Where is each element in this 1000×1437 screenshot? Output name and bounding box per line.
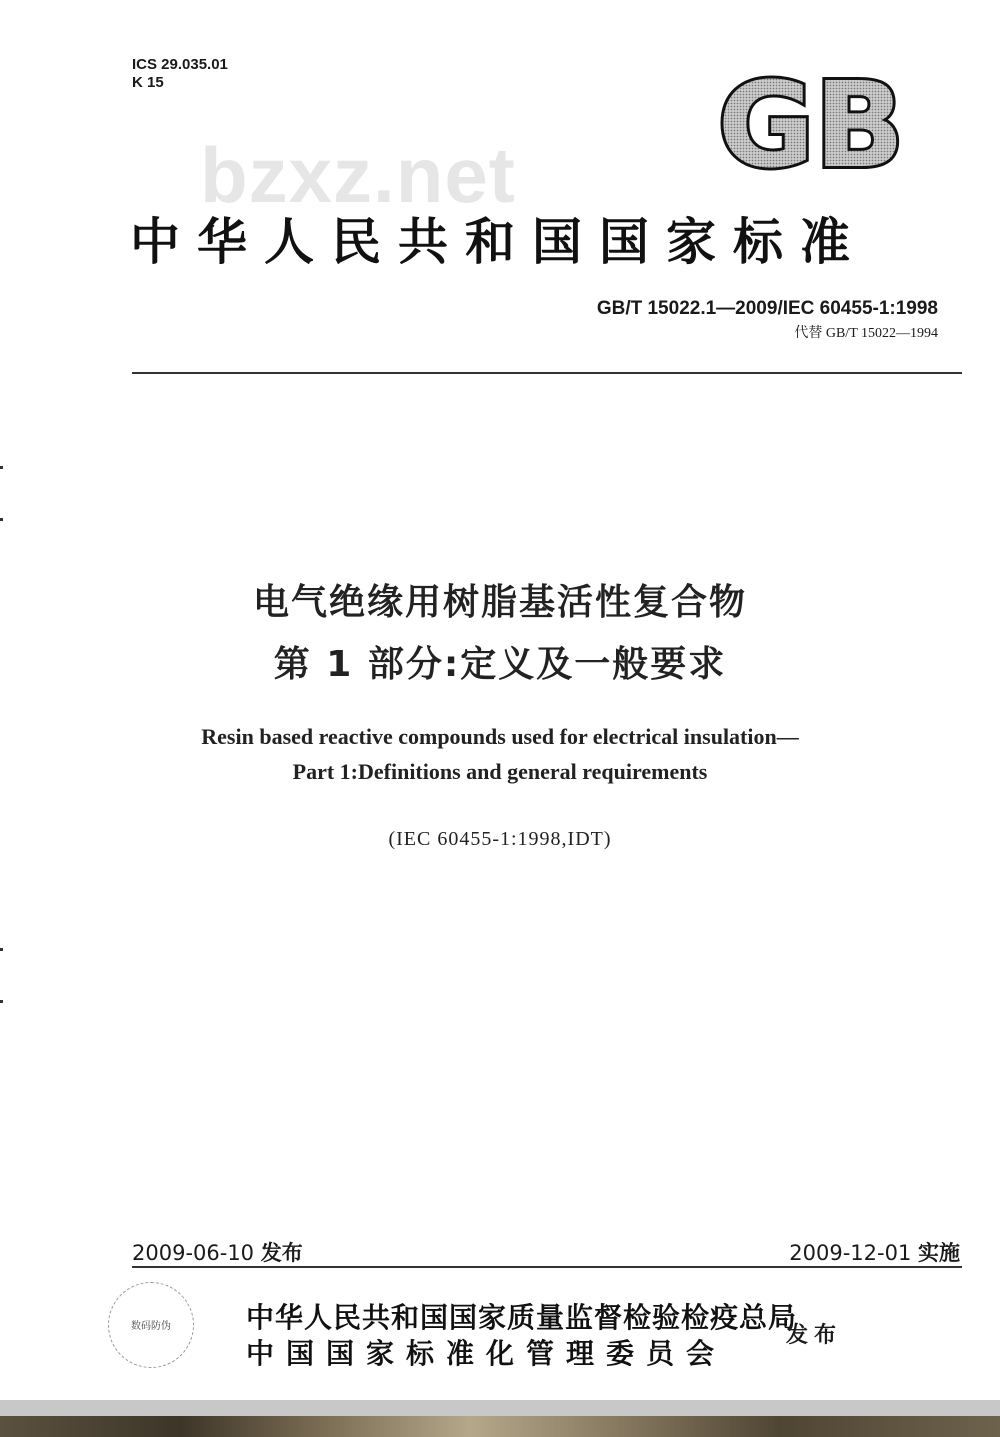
anti-counterfeit-seal [108,1282,194,1368]
background-photo-strip [0,1416,1000,1437]
standard-number: GB/T 15022.1—2009/IEC 60455-1:1998 [596,298,938,319]
implementation-date-value: 2009-12-01 [789,1241,912,1265]
replaces-standard: 代替 GB/T 15022—1994 [794,326,938,341]
english-title-line2: Part 1:Definitions and general requirements [292,759,708,784]
equivalence-note: (IEC 60455-1:1998,IDT) [388,828,612,850]
publisher-line2: 中国国家标准化管理委员会 [246,1337,727,1370]
margin-mark [0,466,3,469]
ics-code: ICS 29.035.01 [132,56,228,73]
page-bottom-edge [0,1400,1000,1416]
issue-date [132,1237,303,1267]
seal-text: 数码防伪 [131,1321,171,1332]
implementation-date [789,1237,960,1267]
margin-mark [0,1000,3,1003]
implementation-date-label: 实施 [918,1241,960,1265]
margin-mark [0,518,3,521]
gb-logo-lettering: GB [717,66,905,178]
issue-date-label: 发布 [260,1241,303,1265]
chinese-title-line1: 电气绝缘用树脂基活性复合物 [252,582,747,623]
issue-date-value: 2009-06-10 [132,1241,255,1265]
chinese-title-line2: 第 1 部分:定义及一般要求 [273,644,727,685]
watermark: bzxz.net [200,131,516,219]
margin-mark [0,948,3,951]
publisher-line1: 中华人民共和国国家质量监督检验检疫总局 [246,1301,798,1334]
class-code: K 15 [132,74,164,91]
national-standard-title: 中华人民共和国国家标准 [130,213,867,271]
top-divider [132,372,962,374]
ics-classification [132,56,228,92]
publish-label: 发布 [786,1323,843,1348]
english-title-line1: Resin based reactive compounds used for electrical insulation— [201,724,799,749]
gb-logo [706,66,916,178]
bottom-divider [132,1266,962,1268]
